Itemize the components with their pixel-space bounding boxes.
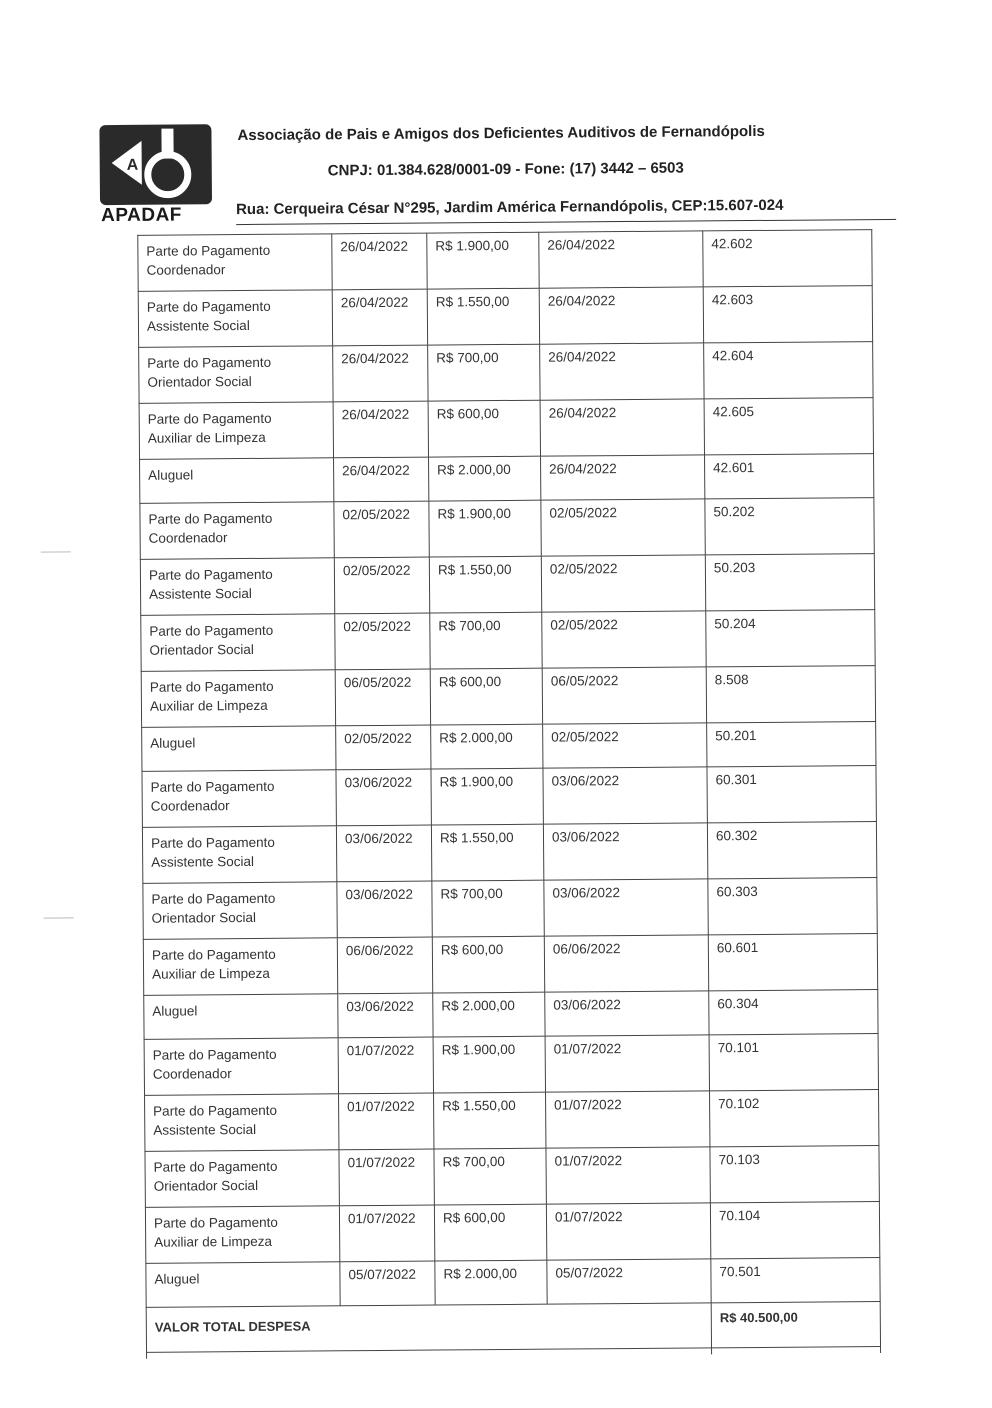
document-number: 50.201	[707, 722, 876, 767]
expense-description	[138, 234, 332, 292]
payment-date: 26/04/2022	[539, 287, 703, 344]
description-line-2: Auxiliar de Limpeza	[154, 1233, 273, 1250]
description-line-1: Parte do Pagamento	[153, 1102, 278, 1119]
table-row	[142, 722, 876, 772]
table-row	[146, 1258, 880, 1308]
payment-date: 26/04/2022	[540, 343, 704, 400]
expense-description	[139, 346, 333, 404]
document-number: 60.301	[707, 766, 876, 823]
document-number: 60.302	[707, 822, 876, 879]
expense-description	[145, 1094, 339, 1152]
document-number: 60.303	[708, 878, 877, 935]
table-row	[138, 286, 872, 348]
expense-date: 03/06/2022	[337, 881, 432, 938]
expense-value: R$ 700,00	[432, 880, 544, 937]
expense-description	[138, 290, 332, 348]
expense-description	[146, 1262, 340, 1308]
table-row	[139, 342, 873, 404]
payment-date: 06/05/2022	[542, 667, 706, 724]
description-line-1: Parte do Pagamento	[149, 622, 274, 639]
expense-description	[142, 770, 336, 828]
payment-date: 26/04/2022	[540, 399, 704, 456]
description-line-1: Aluguel	[154, 1271, 200, 1287]
description-line-1: Parte do Pagamento	[146, 298, 271, 315]
payment-date: 01/07/2022	[546, 1203, 710, 1260]
organization-cnpj: CNPJ: 01.384.628/0001-09 - Fone: (17) 3442 – 6503	[327, 159, 684, 180]
expense-value: R$ 600,00	[432, 936, 544, 993]
expense-value: R$ 600,00	[428, 400, 540, 457]
document-number: 42.603	[703, 286, 872, 343]
document-number: 42.604	[704, 342, 873, 399]
description-line-1: Parte do Pagamento	[150, 778, 275, 795]
payment-date: 01/07/2022	[546, 1091, 710, 1148]
expense-value: R$ 2.000,00	[429, 456, 541, 501]
table-row	[143, 878, 877, 940]
expense-value: R$ 2.000,00	[433, 992, 545, 1037]
description-line-1: Parte do Pagamento	[151, 946, 276, 963]
table-row	[140, 454, 874, 504]
expense-date: 01/07/2022	[339, 1093, 434, 1150]
description-line-2: Orientador Social	[149, 641, 254, 658]
table-row	[142, 822, 876, 884]
organization-name: Associação de Pais e Amigos dos Deficientes Auditivos de Fernandópolis	[237, 122, 765, 145]
document-number: 70.103	[710, 1146, 879, 1203]
table-row	[144, 1034, 878, 1096]
payment-date: 01/07/2022	[545, 1035, 709, 1092]
description-line-2: Auxiliar de Limpeza	[147, 429, 266, 446]
expense-description	[141, 614, 335, 672]
description-line-1: Parte do Pagamento	[150, 834, 275, 851]
expense-value: R$ 1.900,00	[433, 1036, 545, 1093]
table-row	[139, 398, 873, 460]
total-label: VALOR TOTAL DESPESA	[146, 1303, 711, 1352]
expense-description	[140, 558, 334, 616]
payment-date: 02/05/2022	[541, 555, 705, 612]
description-line-2: Coordenador	[150, 798, 230, 814]
expense-date: 01/07/2022	[339, 1205, 434, 1262]
document-number: 60.601	[708, 934, 877, 991]
expense-description	[143, 882, 337, 940]
document-number: 42.605	[704, 398, 873, 455]
document-number: 50.202	[705, 498, 874, 555]
expense-description	[143, 938, 337, 996]
description-line-2: Auxiliar de Limpeza	[152, 965, 270, 982]
payment-date: 02/05/2022	[542, 611, 706, 668]
expense-description	[140, 458, 334, 504]
expense-value: R$ 1.900,00	[427, 232, 539, 289]
expense-description	[140, 502, 334, 560]
description-line-2: Assistente Social	[146, 317, 250, 334]
expense-value: R$ 1.550,00	[431, 824, 543, 881]
expense-description	[141, 670, 335, 728]
total-value: R$ 40.500,00	[711, 1302, 880, 1348]
description-line-2: Assistente Social	[153, 1121, 257, 1138]
expense-table-body	[138, 230, 881, 1359]
expense-date: 06/06/2022	[337, 937, 432, 994]
document-number: 70.501	[711, 1258, 880, 1303]
description-line-1: Parte do Pagamento	[152, 1046, 277, 1063]
expense-date: 26/04/2022	[333, 401, 428, 458]
expense-value: R$ 600,00	[430, 668, 542, 725]
table-row	[142, 766, 876, 828]
description-line-2: Coordenador	[148, 530, 228, 546]
expense-date: 03/06/2022	[338, 993, 433, 1038]
table-row	[140, 498, 874, 560]
expense-date: 26/04/2022	[332, 289, 427, 346]
description-line-1: Parte do Pagamento	[147, 410, 272, 427]
expense-description	[139, 402, 333, 460]
payment-date: 06/06/2022	[544, 935, 708, 992]
description-line-2: Orientador Social	[153, 1177, 259, 1194]
expense-date: 02/05/2022	[336, 725, 431, 770]
table-row	[143, 934, 877, 996]
expense-value: R$ 700,00	[434, 1148, 546, 1205]
description-line-2: Assistente Social	[151, 853, 255, 870]
payment-date: 26/04/2022	[541, 455, 705, 500]
document-number: 8.508	[706, 666, 875, 723]
expense-value: R$ 1.550,00	[434, 1092, 546, 1149]
table-row	[145, 1090, 879, 1152]
document-number: 70.101	[709, 1034, 878, 1091]
description-line-1: Aluguel	[152, 1003, 198, 1019]
expense-value: R$ 600,00	[434, 1204, 546, 1261]
expense-value: R$ 700,00	[428, 344, 540, 401]
table-row	[138, 230, 872, 292]
description-line-1: Parte do Pagamento	[153, 1214, 278, 1231]
expense-date: 06/05/2022	[335, 669, 430, 726]
expense-date: 01/07/2022	[339, 1149, 434, 1206]
expense-date: 26/04/2022	[332, 233, 427, 290]
table-row	[145, 1202, 879, 1264]
table-row	[141, 610, 875, 672]
payment-date: 01/07/2022	[546, 1147, 710, 1204]
description-line-2: Auxiliar de Limpeza	[149, 697, 268, 714]
logo-letter: A	[126, 156, 139, 174]
description-line-2: Orientador Social	[147, 373, 252, 390]
expense-date: 01/07/2022	[338, 1037, 433, 1094]
description-line-1: Parte do Pagamento	[148, 510, 273, 527]
expense-date: 03/06/2022	[336, 769, 431, 826]
scan-artifact	[41, 551, 71, 552]
description-line-1: Parte do Pagamento	[147, 354, 272, 371]
expense-value: R$ 1.900,00	[429, 500, 541, 557]
expense-value: R$ 2.000,00	[431, 724, 543, 769]
expense-value: R$ 1.550,00	[429, 556, 541, 613]
payment-date: 03/06/2022	[543, 823, 707, 880]
payment-date: 26/04/2022	[539, 231, 703, 288]
document-number: 42.602	[703, 230, 872, 287]
expense-description	[144, 1038, 338, 1096]
organization-address: Rua: Cerqueira César N°295, Jardim América Fernandópolis, CEP:15.607-024	[236, 196, 784, 219]
expense-value: R$ 700,00	[430, 612, 542, 669]
document-number: 50.204	[706, 610, 875, 667]
expense-date: 05/07/2022	[340, 1261, 435, 1306]
table-cell	[712, 1347, 881, 1355]
payment-date: 05/07/2022	[547, 1259, 711, 1304]
description-line-1: Parte do Pagamento	[148, 566, 273, 583]
description-line-1: Aluguel	[150, 735, 196, 751]
expense-date: 26/04/2022	[334, 457, 429, 502]
expense-description	[145, 1206, 339, 1264]
expense-value: R$ 2.000,00	[435, 1260, 547, 1305]
total-row	[146, 1302, 880, 1353]
table-row	[140, 554, 874, 616]
description-line-2: Assistente Social	[149, 585, 252, 602]
header-divider	[236, 219, 896, 225]
description-line-2: Coordenador	[152, 1066, 232, 1082]
description-line-1: Parte do Pagamento	[149, 678, 274, 695]
table-row	[141, 666, 875, 728]
description-line-2: Coordenador	[146, 262, 226, 278]
payment-date: 03/06/2022	[543, 767, 707, 824]
expense-value: R$ 1.550,00	[427, 288, 539, 345]
expense-date: 03/06/2022	[336, 825, 431, 882]
expense-value: R$ 1.900,00	[431, 768, 543, 825]
document-number: 60.304	[709, 990, 878, 1035]
description-line-2: Orientador Social	[151, 909, 256, 926]
payment-date: 03/06/2022	[544, 879, 708, 936]
expense-date: 02/05/2022	[334, 501, 429, 558]
table-row	[144, 990, 878, 1040]
expense-table	[137, 229, 881, 1359]
payment-date: 02/05/2022	[543, 723, 707, 768]
description-line-1: Parte do Pagamento	[153, 1158, 278, 1175]
expense-date: 02/05/2022	[335, 613, 430, 670]
expense-description	[144, 994, 338, 1040]
document-number: 42.601	[705, 454, 874, 499]
expense-date: 26/04/2022	[333, 345, 428, 402]
description-line-1: Aluguel	[148, 467, 194, 483]
table-row	[145, 1146, 879, 1208]
document-number: 70.102	[710, 1090, 879, 1147]
expense-description	[145, 1150, 339, 1208]
description-line-1: Parte do Pagamento	[151, 890, 276, 907]
logo-wordmark: APADAF	[101, 204, 182, 227]
payment-date: 02/05/2022	[541, 499, 705, 556]
expense-date: 02/05/2022	[334, 557, 429, 614]
document-number: 70.104	[710, 1202, 879, 1259]
document-number: 50.203	[705, 554, 874, 611]
expense-description	[142, 726, 336, 772]
expense-description	[142, 826, 336, 884]
description-line-1: Parte do Pagamento	[146, 242, 271, 259]
payment-date: 03/06/2022	[545, 991, 709, 1036]
scan-artifact	[44, 917, 74, 918]
